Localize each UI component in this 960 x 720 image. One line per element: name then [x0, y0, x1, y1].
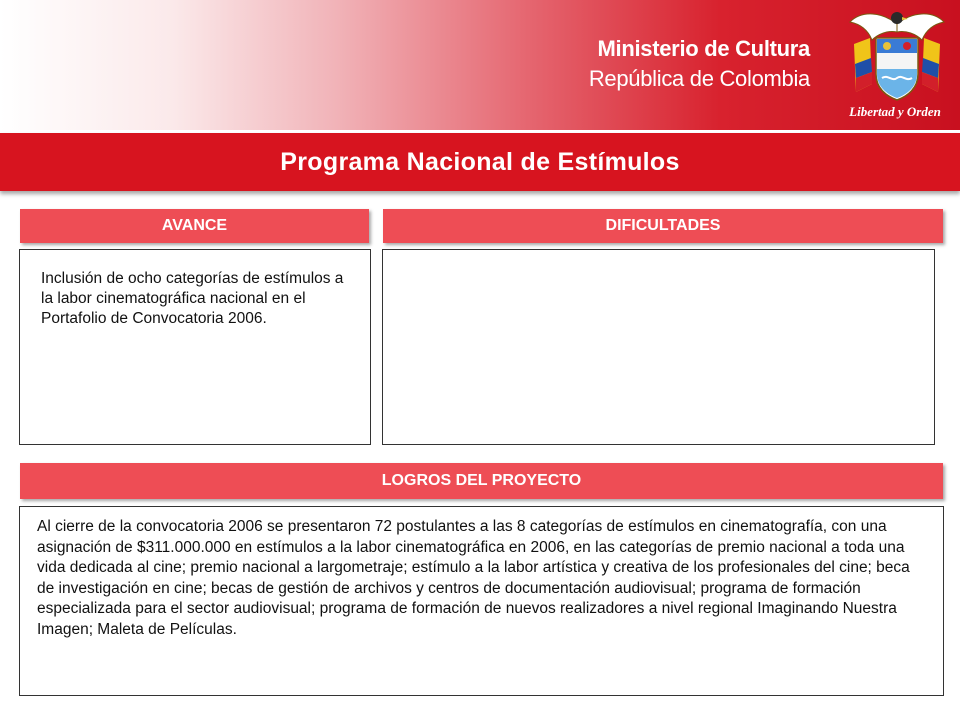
ministry-name-block — [589, 36, 810, 92]
ministry-name: Ministerio de Cultura — [597, 36, 810, 61]
avance-text: Inclusión de ocho categorías de estímulos a la labor cinematográfica nacional en el Portafolio de Convocatoria 2006. — [41, 270, 344, 327]
avance-header — [20, 209, 369, 243]
motto-text: Libertad y Orden — [849, 104, 941, 119]
page-title: Programa Nacional de Estímulos — [280, 147, 680, 176]
dificultades-heading: DIFICULTADES — [605, 217, 721, 234]
dificultades-header — [383, 209, 943, 243]
logros-heading: LOGROS DEL PROYECTO — [381, 472, 582, 489]
header-banner — [0, 0, 960, 130]
logros-box — [19, 506, 944, 696]
avance-heading: AVANCE — [161, 217, 228, 234]
avance-box — [19, 249, 371, 445]
logros-header — [20, 463, 943, 499]
title-bar — [0, 133, 960, 191]
country-name: República de Colombia — [588, 66, 810, 91]
dificultades-box — [382, 249, 935, 445]
logros-text: Al cierre de la convocatoria 2006 se presentaron 72 postulantes a las 8 categorías de estímulos en cinematografía, con una asignación de $311.000.000 en estímulos a la labor cinematográfica en 2006, en las categorías de premio nacional a toda una vida dedicada al cine; premio nacional a largometraje; estímulo a la labor artística y creativa de los profesionales del cine; beca de investigación en cine; becas de gestión de archivos y centros de documentación audiovisual; programa de formación especializada para el sector audiovisual; programa de formación de nuevos realizadores a nivel regional Imaginando Nuestra Imagen; Maleta de Películas. — [37, 518, 910, 638]
